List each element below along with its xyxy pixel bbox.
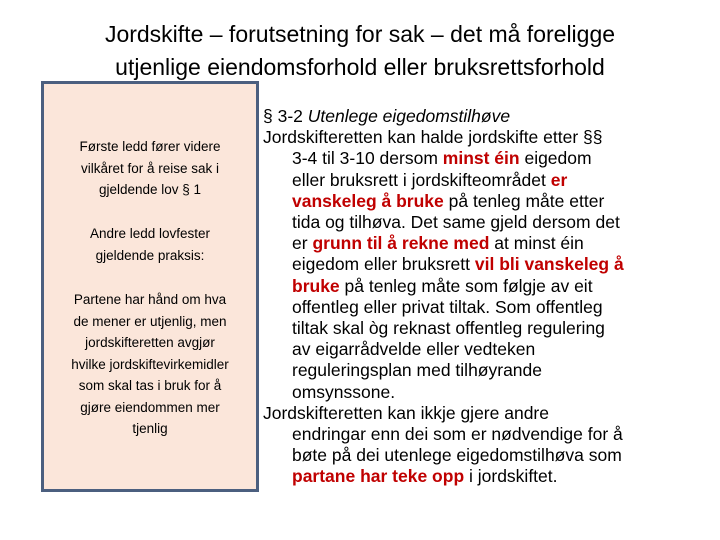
text-segment: i jordskiftet.	[464, 466, 558, 487]
text-segment: eigedom	[519, 148, 592, 169]
law-text-line	[263, 148, 693, 169]
highlighted-phrase: partane har teke opp	[292, 466, 465, 487]
text-segment: bøte på dei utenlege eigedomstilhøva som	[292, 445, 622, 466]
text-segment: 3-4 til 3-10 dersom	[292, 148, 443, 169]
law-text	[263, 106, 693, 488]
law-body	[263, 127, 693, 487]
text-segment: eigedom eller bruksrett	[292, 254, 475, 275]
commentary-paragraph-1	[44, 136, 256, 201]
law-text-line	[263, 254, 693, 275]
text-line: gjøre eiendommen mer	[80, 399, 220, 415]
law-text-line	[263, 191, 693, 212]
law-heading	[263, 106, 693, 127]
highlighted-phrase: vil bli vanskeleg å	[474, 254, 624, 275]
text-line: de mener er utjenlig, men	[73, 313, 227, 329]
highlighted-phrase: grunn til å rekne med	[312, 233, 490, 254]
law-text-line	[263, 170, 693, 191]
text-line: Andre ledd lovfester	[89, 226, 211, 241]
highlighted-phrase: er	[550, 169, 568, 190]
commentary-paragraph-2	[44, 223, 256, 266]
law-text-line	[263, 233, 693, 254]
title-line-2: utjenlige eiendomsforhold eller bruksrettsforhold	[115, 54, 605, 80]
law-text-line	[263, 297, 693, 318]
text-segment: av eigarrådvelde eller vedteken	[292, 339, 536, 360]
text-segment: tiltak skal òg reknast offentleg regulering	[292, 318, 605, 339]
text-line: tjenlig	[132, 421, 168, 436]
text-segment: endringar enn dei som er nødvendige for å	[292, 424, 623, 445]
text-segment: Jordskifteretten kan halde jordskifte etter §§	[263, 127, 603, 148]
law-text-line	[263, 360, 693, 381]
text-segment: tida og tilhøva. Det same gjeld dersom det	[292, 212, 620, 233]
text-segment: Jordskifteretten kan ikkje gjere andre	[263, 402, 549, 423]
text-line: Første ledd fører videre	[79, 139, 221, 154]
law-text-line	[263, 382, 693, 403]
text-line: vilkåret for å reise sak i	[80, 160, 220, 176]
law-text-line	[263, 424, 693, 445]
law-text-line	[263, 127, 693, 148]
text-line: gjeldende praksis:	[95, 247, 205, 263]
slide-title	[0, 18, 720, 84]
title-line-1: Jordskifte – forutsetning for sak – det må foreligge	[104, 21, 616, 47]
highlighted-phrase: bruke	[292, 275, 340, 296]
law-text-line	[263, 318, 693, 339]
law-text-line	[263, 445, 693, 466]
law-text-line	[263, 339, 693, 360]
law-text-line	[263, 466, 693, 487]
section-title: Utenlege eigedomstilhøve	[307, 106, 511, 126]
commentary-paragraph-3	[44, 289, 256, 440]
text-segment: reguleringsplan med tilhøyrande	[292, 360, 542, 381]
text-segment: på tenleg måte som følgje av eit	[339, 275, 593, 296]
text-segment: eller bruksrett i jordskifteområdet	[292, 169, 551, 190]
law-text-line	[263, 276, 693, 297]
text-segment: er	[292, 233, 313, 254]
text-segment: omsynssone.	[292, 381, 396, 402]
text-line: som skal tas i bruk for å	[78, 378, 222, 393]
text-segment: at minst éin	[489, 233, 584, 254]
highlighted-phrase: vanskeleg å bruke	[292, 190, 444, 211]
law-text-line	[263, 212, 693, 233]
text-segment: på tenleg måte etter	[443, 190, 605, 211]
text-segment: offentleg eller privat tiltak. Som offentleg	[292, 296, 603, 317]
text-line: gjeldende lov § 1	[98, 182, 202, 197]
text-line: jordskifteretten avgjør	[85, 335, 215, 350]
highlighted-phrase: minst éin	[442, 148, 520, 169]
text-line: Partene har hånd om hva	[73, 292, 227, 307]
law-text-line	[263, 403, 693, 424]
section-number: § 3-2	[263, 106, 308, 126]
commentary-box	[41, 81, 259, 492]
text-line: hvilke jordskiftevirkemidler	[71, 356, 229, 372]
